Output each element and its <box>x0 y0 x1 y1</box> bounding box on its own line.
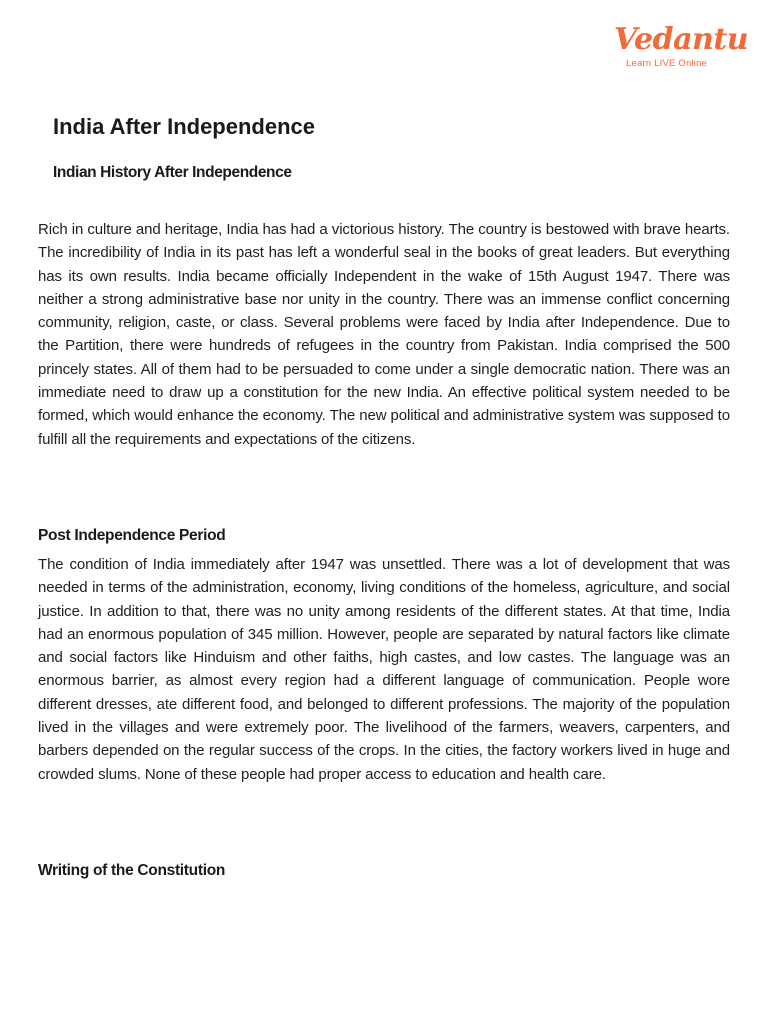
post-independence-paragraph: The condition of India immediately after 1947 was unsettled. There was a lot of development that was needed in terms of the administration, economy, living conditions of the homeless, agriculture, and social justice. In addition to that, there was no unity among residents of the different states. At that time, India had an enormous population of 345 million. However, people are separated by natural factors like climate and social factors like Hinduism and other faiths, high castes, and low castes. The language was an enormous barrier, as almost every region had a different language of communication. People wore different dresses, ate different food, and belonged to different professions. The majority of the population lived in the villages and were extremely poor. The livelihood of the farmers, weavers, carpenters, and barbers depended on the regular success of the crops. In the cities, the factory workers lived in huge and crowded slums. None of these people had proper access to education and health care. <box>38 556 730 783</box>
page-title: India After Independence <box>53 114 316 139</box>
intro-paragraph: Rich in culture and heritage, India has had a victorious history. The country is bestowed with brave hearts. The incredibility of India in its past has left a wonderful seal in the books of great leaders. But everything has its own results. India became officially Independent in the wake of 15th August 1947. There was neither a strong administrative base nor unity in the country. There was an immense conflict concerning community, religion, caste, or class. Several problems were faced by India after Independence. Due to the Partition, there were hundreds of refugees in the country from Pakistan. India comprised the 500 princely states. All of them had to be persuaded to come under a single democratic nation. There was an immediate need to draw up a constitution for the new India. An effective political system needed to be formed, which would enhance the economy. The new political and administrative system was supposed to fulfill all the requirements and expectations of the citizens. <box>38 221 730 448</box>
section-heading-constitution: Writing of the Constitution <box>38 862 226 879</box>
vedantu-logo <box>610 22 749 72</box>
page-subtitle: Indian History After Independence <box>53 164 292 181</box>
logo-tagline: Learn LIVE Online <box>626 58 708 69</box>
logo-wordmark: Vedantu <box>614 22 749 57</box>
section-heading-post-independence: Post Independence Period <box>38 527 226 544</box>
